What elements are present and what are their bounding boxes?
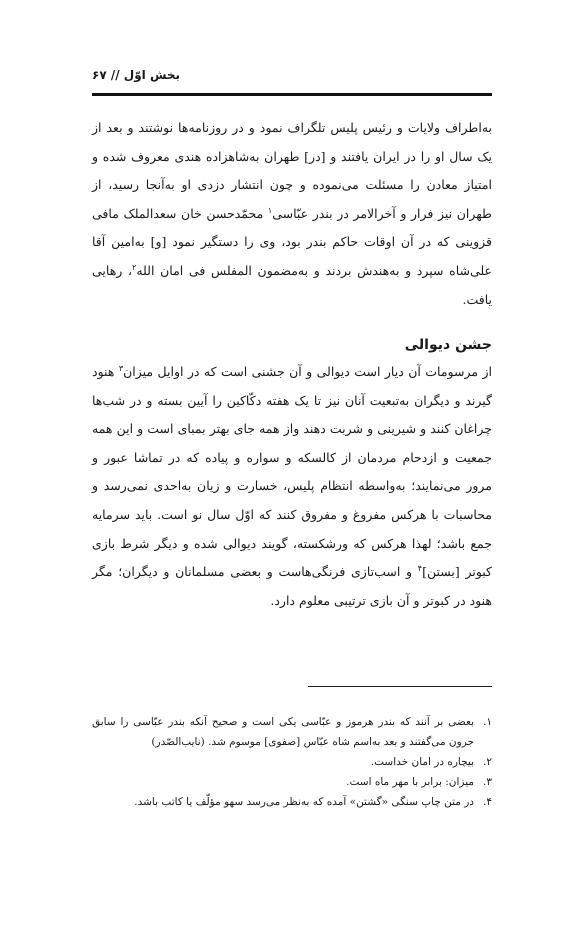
- footnote-text: میزان: برابر با مهر ماه است.: [346, 776, 474, 788]
- footnote-number: ۴.: [483, 796, 492, 808]
- footnote-1: [92, 712, 492, 752]
- footnotes-list: [92, 712, 492, 812]
- footnote-number: ۳.: [483, 776, 492, 788]
- footnote-2: [92, 752, 492, 772]
- running-head: بخش اوّل // ۶۷: [92, 68, 181, 82]
- footnote-4: [92, 792, 492, 812]
- section-heading: جشن دیوالی: [404, 337, 492, 353]
- footnote-3: [92, 772, 492, 792]
- footnote-separator: [308, 686, 492, 687]
- header-rule: [92, 93, 492, 96]
- footnote-text: بعضی بر آنند که بندر هرموز و عبّاسی یکی است و صحیح آنکه بندر عبّاسی را سابق جرون می‌گفتند و بعد به‌اسم شاه عبّاس [صفوی] موسوم شد. (نایب‌الصّدر): [92, 716, 474, 748]
- footnote-text: بیچاره در امان خداست.: [370, 756, 474, 768]
- footnote-text: در متن چاپ سنگی «گشتن» آمده که به‌نظر می‌رسد سهو مؤلّف یا کاتب باشد.: [134, 796, 474, 808]
- footnote-ref-1[interactable]: ۱: [267, 205, 273, 215]
- footnote-ref-4[interactable]: ۴: [417, 564, 423, 573]
- footnote-ref-3[interactable]: ۳: [118, 363, 124, 373]
- paragraph-1-continued: محمّدحسن خان سعدالملک مافی قزوینی که در آن اوقات حاکم بندر بود، وی را دستگیر نمود [و] به‌امین آقا علی‌شاه سپرد و به‌هندش بردند و به‌مضمون المفلس فی امان الله: [92, 205, 492, 278]
- paragraph-2-end: و اسب‌تازی فرنگی‌هاست و بعضی مسلمانان و دیگران؛ مگر هنود در کبوتر و آن بازی ترتیبی معلوم دارد.: [92, 564, 492, 608]
- paragraph-2: [92, 358, 492, 615]
- paragraph-1-end: ، رهایی یافت.: [92, 262, 492, 307]
- footnote-ref-2[interactable]: ۲: [132, 262, 137, 272]
- paragraph-2-middle: هنود گیرند و دیگران به‌تبعیت آنان نیز تا یک هفته دکّاکین را آیین بسته و در شب‌ها چراغان کنند و شیرینی و شربت دهند واز همه جای بهتر بمبای است و این همه جمعیت و ازدحام مردمان از کالسکه و سواره و پیاده که در تماشا عبور و مرور می‌نمایند؛ به‌واسطه انتظام پلیس، خسارت و زیان به‌احدی نمی‌رسد و محاسبات با هرکس مفروغ و مفروق کنند که اوّل سال نو است. باید سرمایه جمع باشد؛ لهذا هرکس که ورشکسته، گویند دیوالی شده و دیگر شرط بازی کبوتر [بستن]: [92, 364, 493, 580]
- paragraph-1: [92, 114, 492, 314]
- footnote-number: ۲.: [483, 756, 492, 768]
- footnote-number: ۱.: [483, 716, 492, 728]
- paragraph-2-start: از مرسومات آن دیار است دیوالی و آن جشنی است که در اوایل میزان: [123, 364, 492, 379]
- paragraph-1-text: به‌اطراف ولایات و رئیس پلیس تلگراف نمود و در روزنامه‌ها نوشتند و بعد از یک سال او را در ایران یافتند و [در] طهران به‌شاهزاده هندی معروف شده و امتیاز معادن را مسئلت می‌نموده و چون انتشار دزدی او به‌آنجا رسید، از طهران نیز فرار و آخرالامر در بندر عبّاسی: [92, 120, 492, 221]
